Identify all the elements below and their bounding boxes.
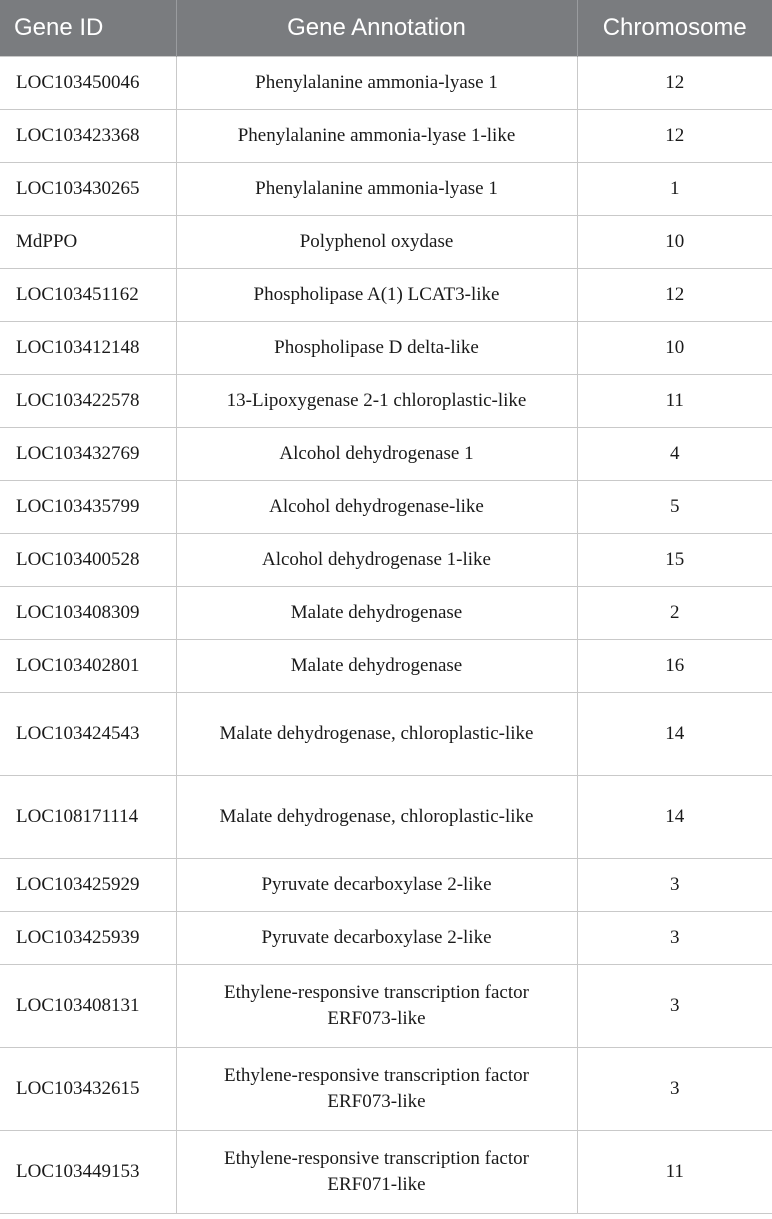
table-row bbox=[0, 163, 772, 216]
gene-id-cell: LOC103450046 bbox=[0, 57, 176, 110]
gene-id-cell: LOC103424543 bbox=[0, 693, 176, 776]
table-row bbox=[0, 1131, 772, 1214]
gene-annotation-cell: Ethylene-responsive transcription factor ERF073-like bbox=[176, 965, 577, 1048]
header-row bbox=[0, 0, 772, 57]
gene-annotation-cell: Phenylalanine ammonia-lyase 1-like bbox=[176, 110, 577, 163]
gene-id-cell: LOC103430265 bbox=[0, 163, 176, 216]
table-row bbox=[0, 375, 772, 428]
gene-annotation-cell: Ethylene-responsive transcription factor ERF071-like bbox=[176, 1131, 577, 1214]
chromosome-cell: 12 bbox=[577, 269, 772, 322]
gene-annotation-cell: Ethylene-responsive transcription factor ERF073-like bbox=[176, 1048, 577, 1131]
gene-id-cell: LOC103425929 bbox=[0, 859, 176, 912]
gene-id-cell: LOC103400528 bbox=[0, 534, 176, 587]
gene-id-cell: LOC103412148 bbox=[0, 322, 176, 375]
chromosome-cell: 1 bbox=[577, 163, 772, 216]
chromosome-cell: 2 bbox=[577, 587, 772, 640]
chromosome-cell: 12 bbox=[577, 57, 772, 110]
gene-annotation-cell: Polyphenol oxydase bbox=[176, 216, 577, 269]
table-row bbox=[0, 965, 772, 1048]
gene-id-cell: LOC103408309 bbox=[0, 587, 176, 640]
table-row bbox=[0, 776, 772, 859]
gene-id-cell: LOC103432615 bbox=[0, 1048, 176, 1131]
gene-annotation-cell: Phospholipase A(1) LCAT3-like bbox=[176, 269, 577, 322]
chromosome-cell: 3 bbox=[577, 965, 772, 1048]
chromosome-cell: 5 bbox=[577, 481, 772, 534]
chromosome-cell: 4 bbox=[577, 428, 772, 481]
table-row bbox=[0, 859, 772, 912]
gene-annotation-cell: Alcohol dehydrogenase-like bbox=[176, 481, 577, 534]
gene-id-cell: LOC103432769 bbox=[0, 428, 176, 481]
gene-id-cell: LOC103408131 bbox=[0, 965, 176, 1048]
gene-id-cell: LOC103423368 bbox=[0, 110, 176, 163]
gene-annotation-cell: Malate dehydrogenase bbox=[176, 587, 577, 640]
table-row bbox=[0, 912, 772, 965]
header-gene-id: Gene ID bbox=[0, 0, 176, 57]
chromosome-cell: 3 bbox=[577, 912, 772, 965]
table-row bbox=[0, 269, 772, 322]
gene-annotation-cell: Phospholipase D delta-like bbox=[176, 322, 577, 375]
table-row bbox=[0, 481, 772, 534]
chromosome-cell: 10 bbox=[577, 322, 772, 375]
gene-id-cell: LOC108171114 bbox=[0, 776, 176, 859]
chromosome-cell: 14 bbox=[577, 693, 772, 776]
gene-annotation-cell: Phenylalanine ammonia-lyase 1 bbox=[176, 163, 577, 216]
gene-id-cell: MdPPO bbox=[0, 216, 176, 269]
gene-annotation-cell: Phenylalanine ammonia-lyase 1 bbox=[176, 57, 577, 110]
gene-id-cell: LOC103435799 bbox=[0, 481, 176, 534]
table-row bbox=[0, 587, 772, 640]
gene-id-cell: LOC103422578 bbox=[0, 375, 176, 428]
chromosome-cell: 14 bbox=[577, 776, 772, 859]
table-row bbox=[0, 693, 772, 776]
chromosome-cell: 12 bbox=[577, 110, 772, 163]
table-row bbox=[0, 640, 772, 693]
gene-annotation-cell: Alcohol dehydrogenase 1-like bbox=[176, 534, 577, 587]
chromosome-cell: 16 bbox=[577, 640, 772, 693]
gene-annotation-cell: Malate dehydrogenase, chloroplastic-like bbox=[176, 776, 577, 859]
chromosome-cell: 11 bbox=[577, 375, 772, 428]
chromosome-cell: 15 bbox=[577, 534, 772, 587]
table-row bbox=[0, 216, 772, 269]
chromosome-cell: 3 bbox=[577, 1048, 772, 1131]
header-gene-annotation: Gene Annotation bbox=[176, 0, 577, 57]
gene-annotation-cell: Pyruvate decarboxylase 2-like bbox=[176, 859, 577, 912]
table-row bbox=[0, 428, 772, 481]
chromosome-cell: 11 bbox=[577, 1131, 772, 1214]
table-row bbox=[0, 322, 772, 375]
gene-id-cell: LOC103451162 bbox=[0, 269, 176, 322]
gene-id-cell: LOC103402801 bbox=[0, 640, 176, 693]
gene-id-cell: LOC103425939 bbox=[0, 912, 176, 965]
gene-annotation-cell: Alcohol dehydrogenase 1 bbox=[176, 428, 577, 481]
table-row bbox=[0, 110, 772, 163]
table-row bbox=[0, 57, 772, 110]
gene-annotation-cell: Pyruvate decarboxylase 2-like bbox=[176, 912, 577, 965]
table-row bbox=[0, 1048, 772, 1131]
chromosome-cell: 10 bbox=[577, 216, 772, 269]
header-chromosome: Chromosome bbox=[577, 0, 772, 57]
table-row bbox=[0, 534, 772, 587]
chromosome-cell: 3 bbox=[577, 859, 772, 912]
gene-annotation-cell: 13-Lipoxygenase 2-1 chloroplastic-like bbox=[176, 375, 577, 428]
gene-id-cell: LOC103449153 bbox=[0, 1131, 176, 1214]
gene-annotation-cell: Malate dehydrogenase, chloroplastic-like bbox=[176, 693, 577, 776]
gene-annotation-cell: Malate dehydrogenase bbox=[176, 640, 577, 693]
